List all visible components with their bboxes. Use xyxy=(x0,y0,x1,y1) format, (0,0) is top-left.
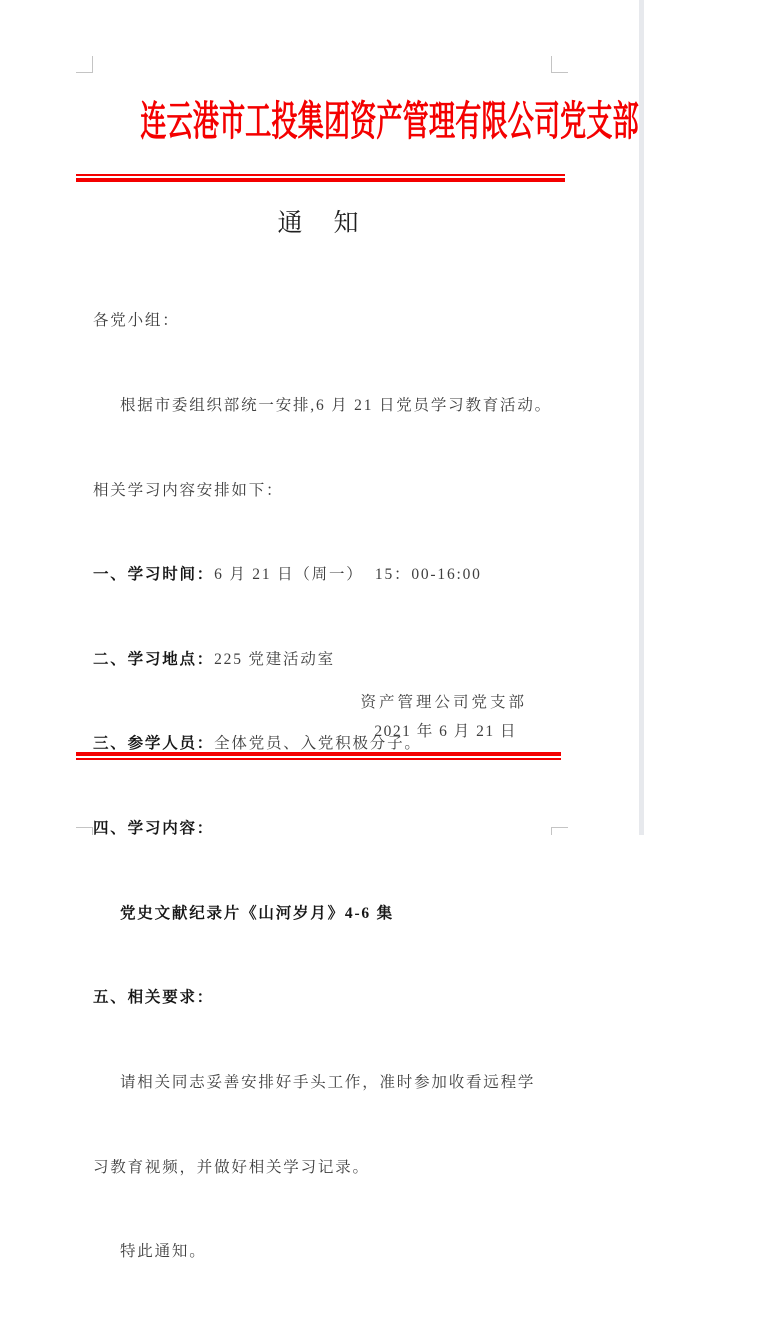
body-line-salutation: 各党小组： xyxy=(93,312,180,330)
body-line-item-4-content: 四、学习内容： xyxy=(93,820,215,838)
body-line-requirement-2: 习教育视频，并做好相关学习记录。 xyxy=(93,1158,370,1176)
body-line-intro-2: 相关学习内容安排如下： xyxy=(93,481,284,499)
body-line-closing: 特此通知。 xyxy=(120,1243,207,1261)
right-edge-strip xyxy=(639,0,644,835)
letterhead-org-name-text: 连云港市工投集团资产管理有限公司党支部 xyxy=(140,98,639,144)
crop-mark-top-right xyxy=(551,56,568,73)
letterhead-org-name xyxy=(0,96,639,147)
body-line-item-2-place: 二、学习地点：225 党建活动室 xyxy=(93,650,335,668)
body-line-item-1-time: 一、学习时间：6 月 21 日（周一） 15：00-16:00 xyxy=(93,566,482,584)
footer-double-rule xyxy=(76,752,561,760)
signature-date: 2021 年 6 月 21 日 xyxy=(374,723,517,740)
crop-mark-bottom-left xyxy=(76,827,93,835)
header-double-rule xyxy=(76,174,565,182)
body-line-requirement-1: 请相关同志妥善安排好手头工作，准时参加收看远程学 xyxy=(120,1073,536,1091)
body-line-intro: 根据市委组织部统一安排,6 月 21 日党员学习教育活动。 xyxy=(120,397,552,415)
notice-body xyxy=(93,251,565,1323)
body-line-film-title: 党史文献纪录片《山河岁月》4-6 集 xyxy=(120,904,394,922)
notice-title: 通 知 xyxy=(277,210,362,237)
body-line-item-3-attendees: 三、参学人员：全体党员、入党积极分子。 xyxy=(93,735,422,753)
signature-org: 资产管理公司党支部 xyxy=(360,694,527,711)
body-line-item-5-requirements: 五、相关要求： xyxy=(93,989,215,1007)
crop-mark-top-left xyxy=(76,56,93,73)
